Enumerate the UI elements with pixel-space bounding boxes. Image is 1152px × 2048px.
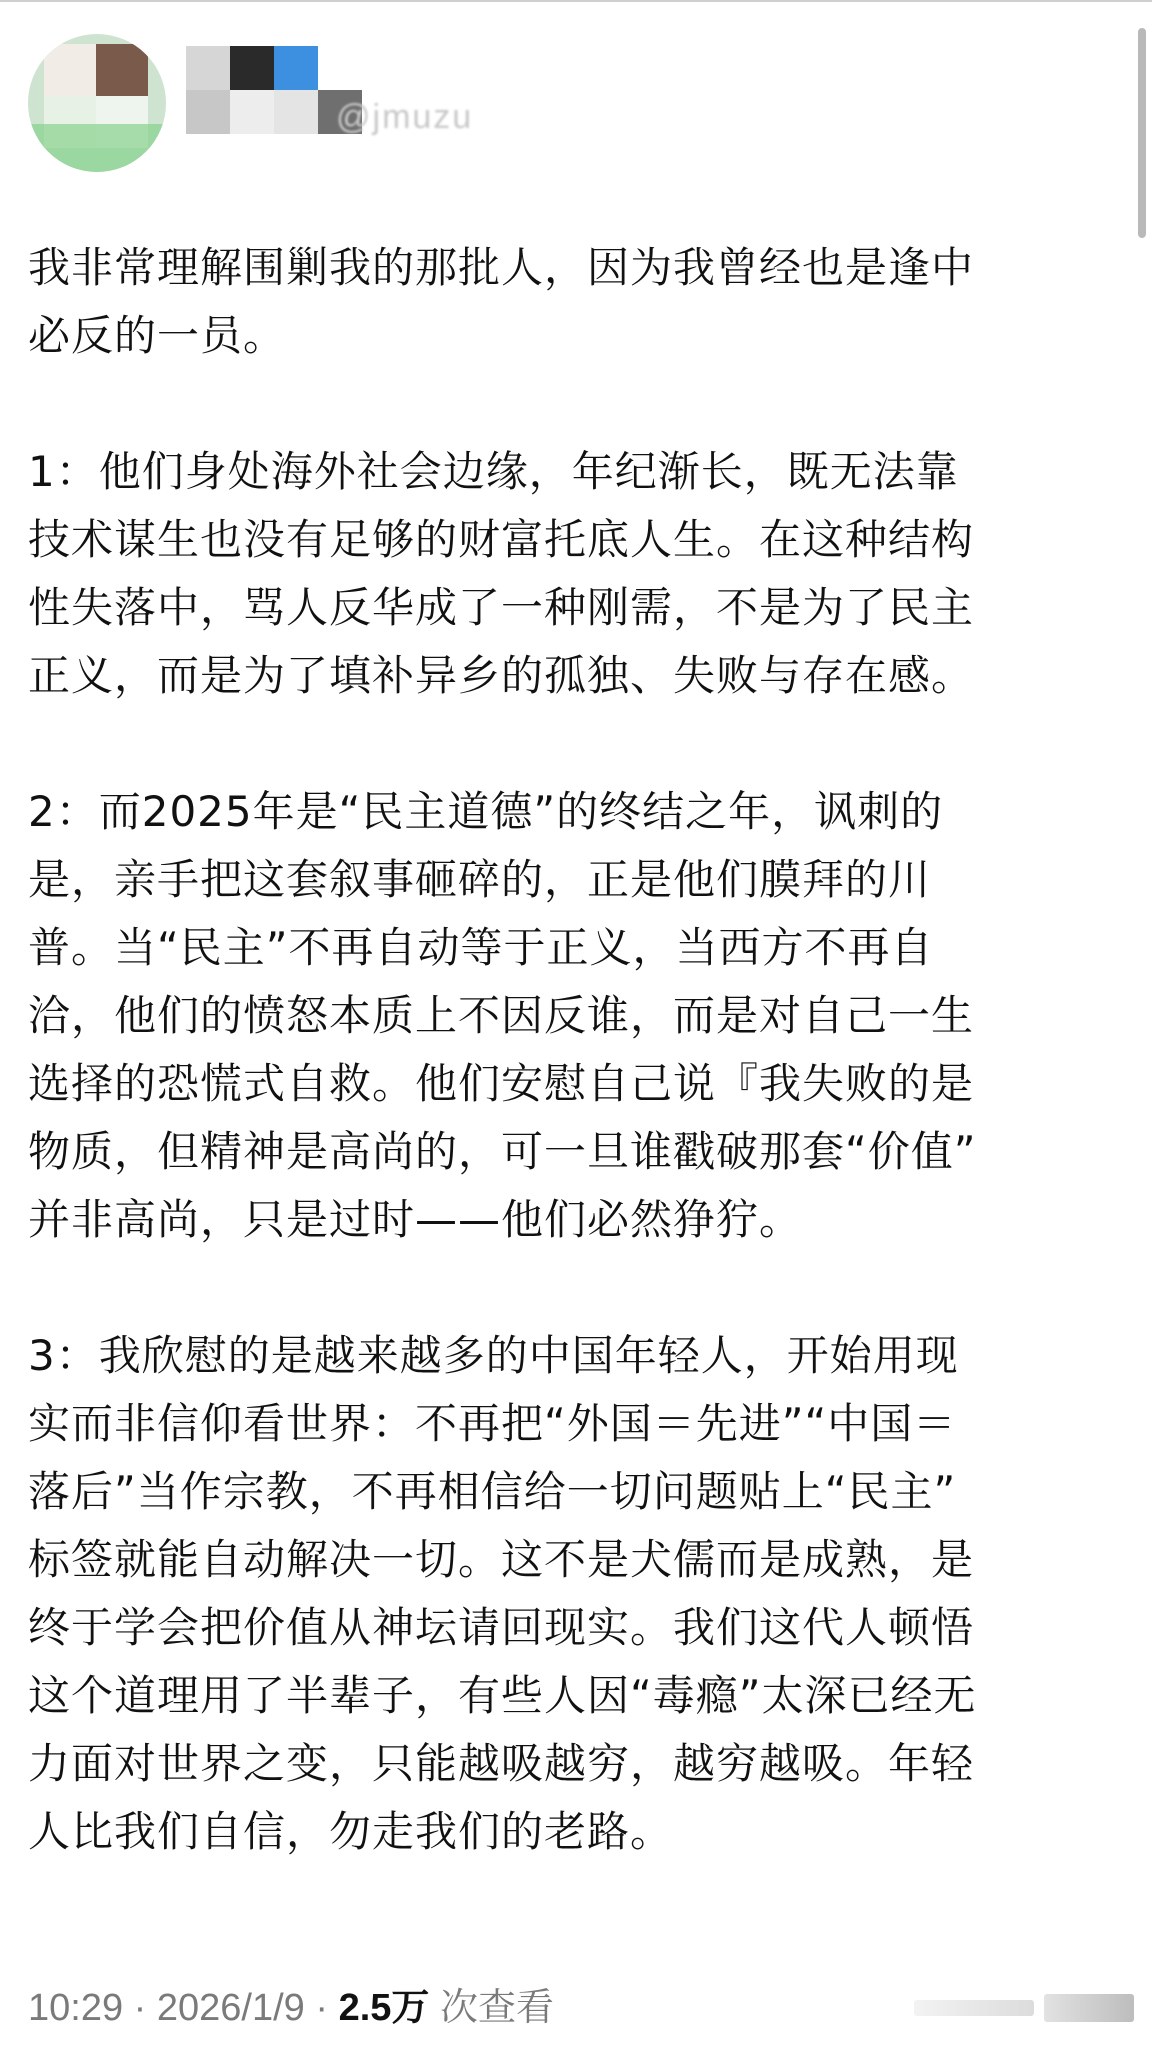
- post-text-line: 落后”当作宗教，不再相信给一切问题贴上“民主”: [28, 1467, 957, 1516]
- post-text-line: 人比我们自信，勿走我们的老路。: [28, 1807, 674, 1856]
- post-header: [28, 34, 1028, 174]
- author-name-blurred[interactable]: [186, 46, 474, 156]
- post-text-line: 必反的一员。: [28, 311, 287, 360]
- meta-separator: ·: [123, 1987, 157, 2029]
- author-handle[interactable]: @jmuzu: [336, 98, 474, 136]
- post-text-line: 是，亲手把这套叙事砸碎的，正是他们膜拜的川: [28, 855, 932, 904]
- meta-separator: ·: [304, 1987, 339, 2029]
- post-text-line: 这个道理用了半辈子，有些人因“毒瘾”太深已经无: [28, 1671, 977, 1720]
- watermark: [914, 1994, 1134, 2022]
- post-text-line: 性失落中，骂人反华成了一种刚需，不是为了民主: [28, 583, 975, 632]
- top-divider: [0, 0, 1152, 2]
- scrollbar[interactable]: [1138, 28, 1146, 238]
- post-paragraph: [28, 1322, 1128, 1866]
- post-text-line: 3：我欣慰的是越来越多的中国年轻人，开始用现: [28, 1331, 959, 1380]
- post-paragraph: [28, 234, 1128, 370]
- post-text-line: 正义，而是为了填补异乡的孤独、失败与存在感。: [28, 651, 975, 700]
- post-text-line: 技术谋生也没有足够的财富托底人生。在这种结构: [28, 515, 975, 564]
- post-text-line: 1：他们身处海外社会边缘，年纪渐长，既无法靠: [28, 447, 959, 496]
- avatar[interactable]: [28, 34, 166, 172]
- post-time: 10:29: [28, 1987, 124, 2029]
- post-text-line: 并非高尚，只是过时——他们必然狰狞。: [28, 1195, 803, 1244]
- post-text-line: 终于学会把价值从神坛请回现实。我们这代人顿悟: [28, 1603, 975, 1652]
- view-count-label: 次查看: [429, 1987, 554, 2029]
- post-text-line: 洽，他们的愤怒本质上不因反谁，而是对自己一生: [28, 991, 975, 1040]
- post-text-line: 2：而2025年是“民主道德”的终结之年，讽刺的: [28, 787, 944, 836]
- post-text-line: 我非常理解围剿我的那批人，因为我曾经也是逢中: [28, 243, 975, 292]
- post-paragraph: [28, 778, 1128, 1254]
- post-text-line: 普。当“民主”不再自动等于正义，当西方不再自: [28, 923, 934, 972]
- view-count: 2.5万: [338, 1987, 430, 2029]
- post-text-line: 选择的恐慌式自救。他们安慰自己说『我失败的是: [28, 1059, 975, 1108]
- post-text-line: 物质，但精神是高尚的，可一旦谁戳破那套“价值”: [28, 1127, 977, 1176]
- post-paragraph: [28, 438, 1128, 710]
- post-text-line: 实而非信仰看世界：不再把“外国＝先进”“中国＝: [28, 1399, 957, 1448]
- post-text-line: 力面对世界之变，只能越吸越穷，越穷越吸。年轻: [28, 1739, 975, 1788]
- post-text-line: 标签就能自动解决一切。这不是犬儒而是成熟，是: [28, 1535, 975, 1584]
- post-date: 2026/1/9: [156, 1987, 305, 2029]
- post-body: [28, 234, 1128, 1934]
- post-meta: [28, 1976, 554, 2031]
